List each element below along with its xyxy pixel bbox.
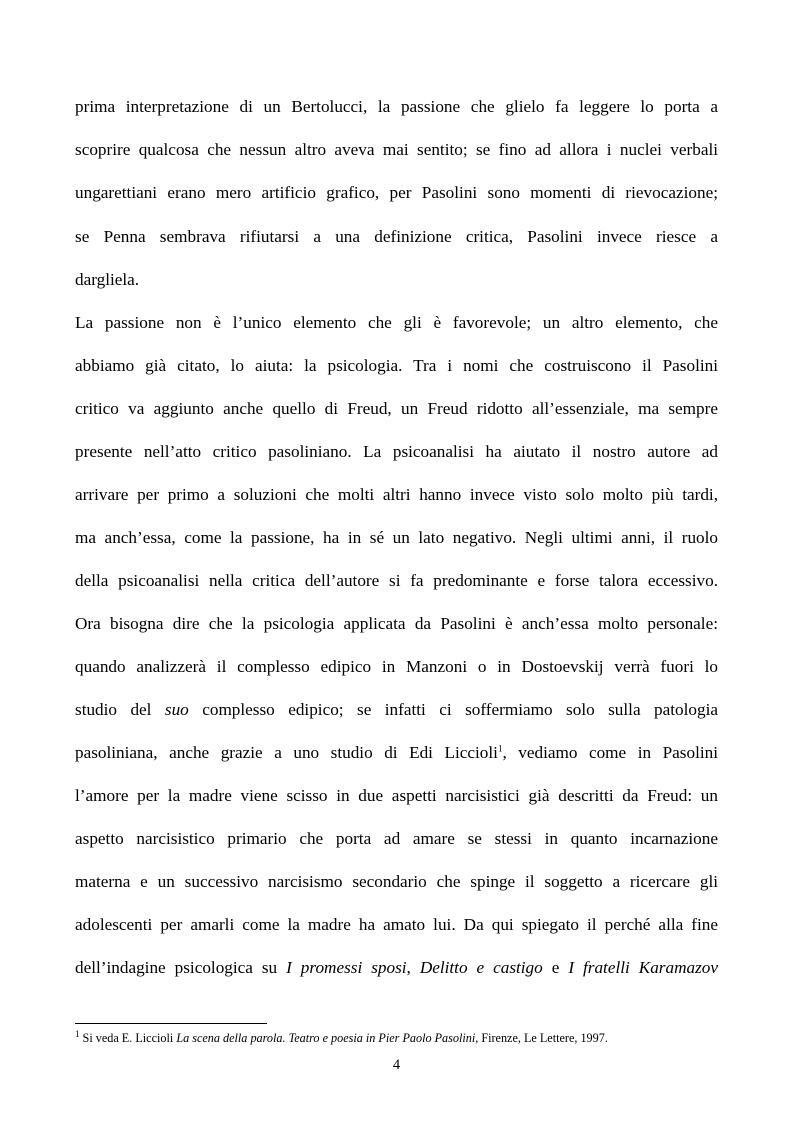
text-line: dargliela. xyxy=(75,270,140,289)
text-line: della psicoanalisi nella critica dell’autore si fa predominante e forse talora eccessivo. xyxy=(75,571,718,590)
footnote-reference[interactable]: 1 xyxy=(497,743,503,754)
footnote-marker: 1 xyxy=(75,1028,80,1039)
text-line: adolescenti per amarli come la madre ha amato lui. Da qui spiegato il perché alla fine xyxy=(75,915,718,934)
text-line: arrivare per primo a soluzioni che molti altri hanno invece visto solo molto più tardi, xyxy=(75,485,718,504)
italic-span: Delitto e castigo xyxy=(419,958,543,977)
page-number: 4 xyxy=(392,1057,401,1073)
footnote xyxy=(75,1028,608,1045)
text-span: e xyxy=(542,958,569,977)
text-line: ma anch’essa, come la passione, ha in sé un lato negativo. Negli ultimi anni, il ruolo xyxy=(75,528,718,547)
text-span: studio del xyxy=(75,700,165,719)
text-line xyxy=(75,958,718,978)
text-line: La passione non è l’unico elemento che gli è favorevole; un altro elemento, che xyxy=(75,313,718,332)
text-line: quando analizzerà il complesso edipico in Manzoni o in Dostoevskij verrà fuori lo xyxy=(75,657,718,676)
text-line: prima interpretazione di un Bertolucci, la passione che glielo fa leggere lo porta a xyxy=(75,97,718,116)
text-line: se Penna sembrava rifiutarsi a una definizione critica, Pasolini invece riesce a xyxy=(75,227,718,246)
text-span: pasoliniana, anche grazie a uno studio di Edi Liccioli xyxy=(75,743,498,762)
text-line: aspetto narcisistico primario che porta ad amare se stessi in quanto incarnazione xyxy=(75,829,718,848)
text-span: , xyxy=(406,958,420,977)
text-line: scoprire qualcosa che nessun altro aveva mai sentito; se fino ad allora i nuclei verbali xyxy=(75,140,718,159)
italic-span: I promessi sposi xyxy=(286,958,407,977)
text-span: , vediamo come in Pasolini xyxy=(502,743,718,762)
text-line: ungarettiani erano mero artificio grafico, per Pasolini sono momenti di rievocazione; xyxy=(75,183,718,202)
text-line: l’amore per la madre viene scisso in due aspetti narcisistici già descritti da Freud: un xyxy=(75,786,718,805)
italic-span: suo xyxy=(164,700,189,719)
text-line: critico va aggiunto anche quello di Freud, un Freud ridotto all’essenziale, ma sempre xyxy=(75,399,718,418)
text-line: presente nell’atto critico pasoliniano. La psicoanalisi ha aiutato il nostro autore ad xyxy=(75,442,718,461)
text-line: materna e un successivo narcisismo secondario che spinge il soggetto a ricercare gli xyxy=(75,872,718,891)
text-line xyxy=(75,743,718,763)
text-line xyxy=(75,700,718,720)
text-line: Ora bisogna dire che la psicologia applicata da Pasolini è anch’essa molto personale: xyxy=(75,614,718,633)
text-line: abbiamo già citato, lo aiuta: la psicologia. Tra i nomi che costruiscono il Pasolini xyxy=(75,356,718,375)
footnote-title: La scena della parola. Teatro e poesia in Pier Paolo Pasolini xyxy=(176,1031,476,1045)
footnote-text: , Firenze, Le Lettere, 1997. xyxy=(475,1031,608,1045)
footnote-separator xyxy=(75,1023,267,1024)
footnote-text: Si veda E. Liccioli xyxy=(79,1031,177,1045)
text-span: complesso edipico; se infatti ci soffermiamo solo sulla patologia xyxy=(188,700,718,719)
text-span: dell’indagine psicologica su xyxy=(75,958,287,977)
italic-span: I fratelli Karamazov xyxy=(568,958,718,977)
